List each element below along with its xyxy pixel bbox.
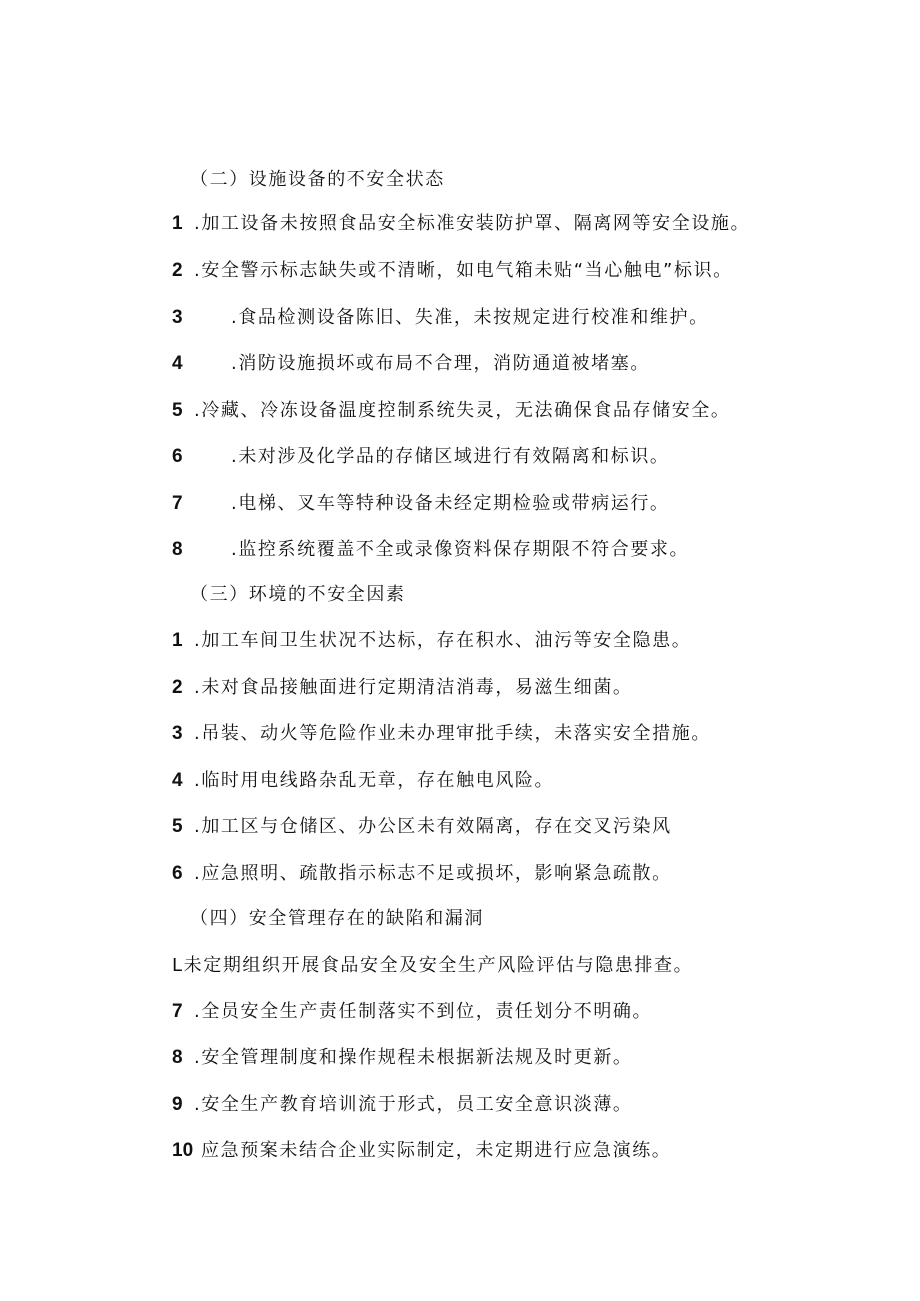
list-item: [0, 856, 920, 892]
section-heading-3: （三）环境的不安全因素: [190, 584, 406, 605]
item-text: .加工车间卫生状况不达标，存在积水、油污等安全隐患。: [194, 630, 692, 651]
section-heading-2: （二）设施设备的不安全状态: [190, 169, 445, 190]
item-text: .临时用电线路杂乱无章，存在触电风险。: [194, 770, 555, 791]
item-number: 3: [172, 723, 183, 744]
list-item: [0, 439, 920, 475]
item-number: 9: [172, 1094, 183, 1115]
item-number: 8: [172, 539, 183, 560]
list-item: [0, 716, 920, 752]
list-item: [0, 206, 920, 242]
item-text: 应急预案未结合企业实际制定，未定期进行应急演练。: [201, 1140, 672, 1161]
list-item: [0, 486, 920, 522]
item-number: 7: [172, 493, 183, 514]
item-number: 7: [172, 1001, 183, 1022]
item-text: .未对涉及化学品的存储区域进行有效隔离和标识。: [231, 446, 670, 467]
list-item: [0, 623, 920, 659]
item-text: .监控系统覆盖不全或录像资料保存期限不符合要求。: [231, 539, 690, 560]
item-text: .安全警示标志缺失或不清晰，如电气箱未贴“当心触电”标识。: [194, 260, 733, 281]
list-item: [0, 809, 920, 845]
section-heading-4: （四）安全管理存在的缺陷和漏洞: [190, 908, 484, 929]
item-number: 3: [172, 307, 183, 328]
list-item: [0, 948, 920, 984]
item-text: .未对食品接触面进行定期清洁消毒，易滋生细菌。: [194, 677, 633, 698]
list-item: [0, 346, 920, 382]
list-item: [0, 532, 920, 568]
item-text: .全员安全生产责任制落实不到位，责任划分不明确。: [194, 1001, 653, 1022]
item-text: .冷藏、冷冻设备温度控制系统失灵，无法确保食品存储安全。: [194, 400, 731, 421]
list-item: [0, 1133, 920, 1169]
item-text: .加工设备未按照食品安全标准安装防护罩、隔离网等安全设施。: [194, 213, 751, 234]
list-item: [0, 763, 920, 799]
item-text: .食品检测设备陈旧、失准，未按规定进行校准和维护。: [231, 307, 709, 328]
item-text: .消防设施损坏或布局不合理，消防通道被堵塞。: [231, 353, 650, 374]
item-number: 10: [172, 1140, 194, 1161]
item-number: 5: [172, 816, 183, 837]
list-item: [0, 994, 920, 1030]
item-text: .安全管理制度和操作规程未根据新法规及时更新。: [194, 1047, 633, 1068]
item-number: 2: [172, 260, 183, 281]
list-item: [0, 1040, 920, 1076]
item-text: .安全生产教育培训流于形式，员工安全意识淡薄。: [194, 1094, 633, 1115]
list-item: [0, 670, 920, 706]
list-item: [0, 300, 920, 336]
item-number: 4: [172, 770, 183, 791]
item-text: L未定期组织开展食品安全及安全生产风险评估与隐患排查。: [172, 955, 694, 976]
item-number: 1: [172, 630, 183, 651]
item-text: .加工区与仓储区、办公区未有效隔离，存在交叉污染风: [194, 816, 672, 837]
item-number: 8: [172, 1047, 183, 1068]
item-text: .吊装、动火等危险作业未办理审批手续，未落实安全措施。: [194, 723, 711, 744]
item-number: 4: [172, 353, 183, 374]
item-number: 6: [172, 863, 183, 884]
item-number: 6: [172, 446, 183, 467]
item-text: .应急照明、疏散指示标志不足或损坏，影响紧急疏散。: [194, 863, 672, 884]
item-text: .电梯、叉车等特种设备未经定期检验或带病运行。: [231, 493, 670, 514]
list-item: [0, 393, 920, 429]
item-number: 2: [172, 677, 183, 698]
item-number: 5: [172, 400, 183, 421]
list-item: [0, 253, 920, 289]
list-item: [0, 1087, 920, 1123]
item-number: 1: [172, 213, 183, 234]
